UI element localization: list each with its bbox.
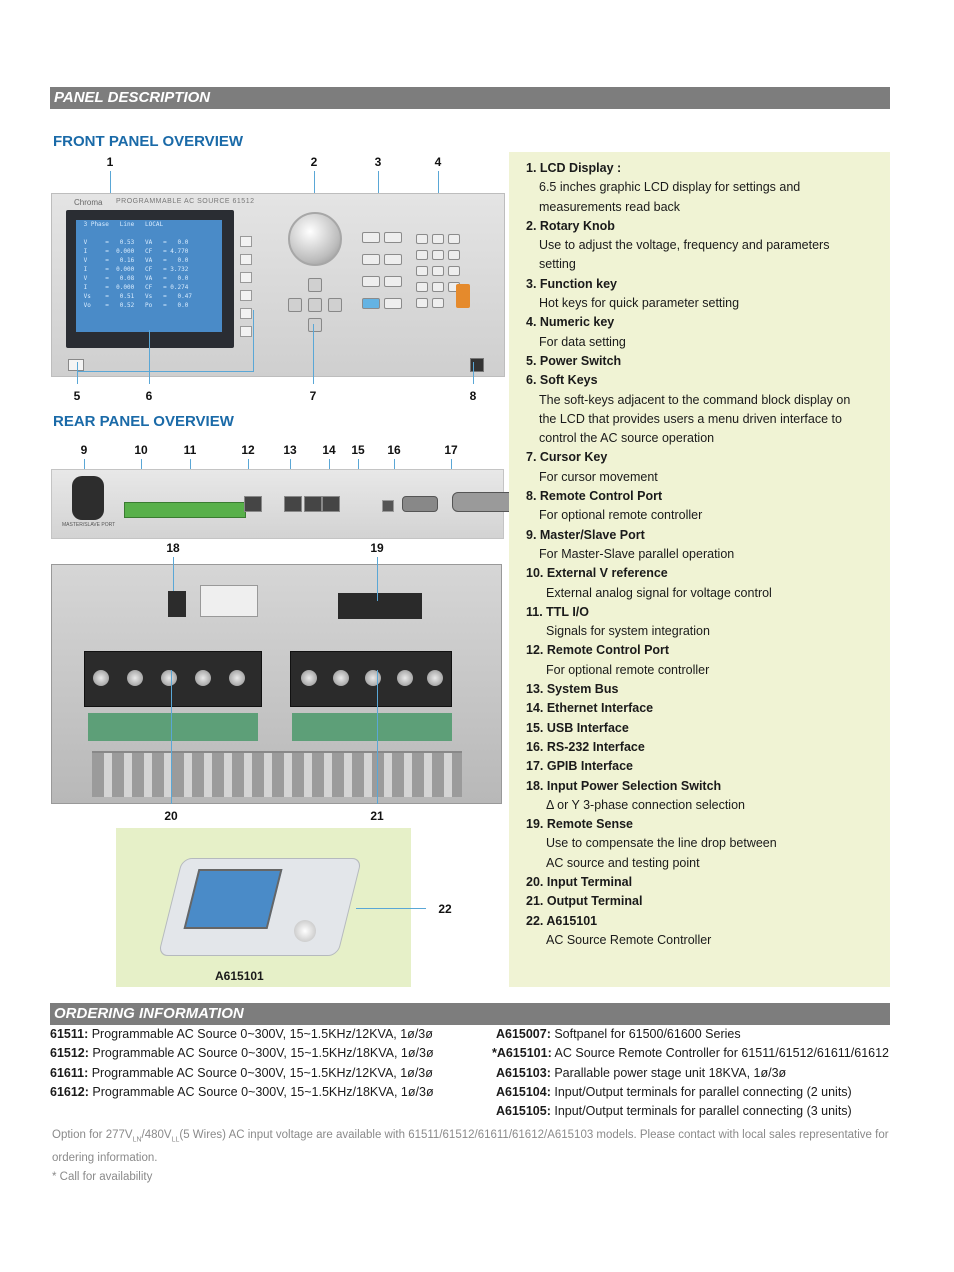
callout-22: 22 bbox=[438, 902, 452, 916]
numeric-key bbox=[416, 234, 428, 244]
remote-control-connector bbox=[244, 496, 262, 512]
description-item bbox=[509, 892, 890, 911]
lcd-row: I = 0.000 CF = 0.274 bbox=[80, 284, 189, 291]
leader-line bbox=[473, 362, 474, 384]
leader-line bbox=[173, 557, 174, 591]
description-title: 14. Ethernet Interface bbox=[526, 701, 654, 716]
description-text: Hot keys for quick parameter setting bbox=[539, 296, 740, 311]
soft-key bbox=[240, 254, 252, 265]
leader-line bbox=[377, 670, 378, 804]
description-item bbox=[509, 448, 890, 487]
leader-line bbox=[149, 330, 150, 384]
description-item bbox=[509, 487, 890, 526]
description-item bbox=[509, 564, 890, 603]
input-terminal-block bbox=[84, 651, 262, 707]
callout-10: 10 bbox=[134, 443, 148, 457]
remote-controller-body bbox=[158, 858, 362, 956]
numeric-key bbox=[432, 266, 444, 276]
callout-2: 2 bbox=[310, 155, 318, 169]
description-title: 19. Remote Sense bbox=[526, 817, 633, 832]
description-text: 6.5 inches graphic LCD display for settings and bbox=[539, 180, 801, 195]
function-key bbox=[384, 276, 402, 287]
description-text: AC source and testing point bbox=[546, 855, 700, 870]
description-title: 10. External V reference bbox=[526, 566, 668, 581]
lcd-row: Vo = 0.52 Po = 0.0 bbox=[80, 302, 189, 309]
power-switch bbox=[68, 359, 84, 371]
front-panel-image bbox=[51, 193, 505, 377]
description-title: 8. Remote Control Port bbox=[526, 489, 663, 504]
function-key bbox=[362, 254, 380, 265]
description-title: 18. Input Power Selection Switch bbox=[526, 778, 722, 793]
cursor-down-icon bbox=[308, 318, 322, 332]
cursor-right-icon bbox=[328, 298, 342, 312]
callout-19: 19 bbox=[370, 541, 384, 555]
callout-18: 18 bbox=[166, 541, 180, 555]
callout-14: 14 bbox=[322, 443, 336, 457]
callout-16: 16 bbox=[387, 443, 401, 457]
input-power-selection-switch bbox=[168, 591, 186, 617]
numeric-key bbox=[432, 298, 444, 308]
callout-21: 21 bbox=[370, 809, 384, 823]
terminal-screw bbox=[365, 670, 381, 686]
master-slave-port bbox=[72, 476, 104, 520]
terminal-screw bbox=[93, 670, 109, 686]
callout-15: 15 bbox=[351, 443, 365, 457]
description-title: 3. Function key bbox=[526, 276, 617, 291]
remote-sense-terminal bbox=[338, 593, 422, 619]
cursor-enter-icon bbox=[308, 298, 322, 312]
callout-4: 4 bbox=[434, 155, 442, 169]
rotary-knob bbox=[288, 212, 342, 266]
soft-key bbox=[240, 290, 252, 301]
function-key bbox=[362, 276, 380, 287]
description-title: 11. TTL I/O bbox=[526, 604, 589, 619]
callout-5: 5 bbox=[73, 389, 81, 403]
description-item bbox=[509, 699, 890, 718]
description-text: AC Source Remote Controller bbox=[546, 932, 712, 947]
description-item bbox=[509, 680, 890, 699]
ordering-right-list bbox=[492, 1025, 889, 1121]
output-terminal-block bbox=[290, 651, 452, 707]
ordering-item: 61512: Programmable AC Source 0~300V, 15~1.5KHz/18KVA, 1ø/3ø bbox=[50, 1046, 434, 1061]
description-text: For Master-Slave parallel operation bbox=[539, 546, 735, 561]
ordering-item: 61611: Programmable AC Source 0~300V, 15~1.5KHz/12KVA, 1ø/3ø bbox=[50, 1065, 433, 1080]
description-text: Use to adjust the voltage, frequency and parameters bbox=[539, 238, 830, 253]
callout-12: 12 bbox=[241, 443, 255, 457]
description-title: 16. RS-232 Interface bbox=[526, 739, 645, 754]
function-key bbox=[384, 232, 402, 243]
callout-3: 3 bbox=[374, 155, 382, 169]
terminal-screw bbox=[195, 670, 211, 686]
numeric-key bbox=[416, 298, 428, 308]
lcd-display bbox=[76, 220, 222, 332]
function-key bbox=[362, 298, 380, 309]
callout-17: 17 bbox=[444, 443, 458, 457]
description-title: 2. Rotary Knob bbox=[526, 218, 615, 233]
description-title: 20. Input Terminal bbox=[526, 874, 633, 889]
description-item bbox=[509, 603, 890, 642]
numeric-key bbox=[448, 234, 460, 244]
lcd-bezel bbox=[66, 210, 234, 348]
description-title: 9. Master/Slave Port bbox=[526, 527, 645, 542]
callout-13: 13 bbox=[283, 443, 297, 457]
soft-key bbox=[240, 308, 252, 319]
ordering-information-bar: ORDERING INFORMATION bbox=[50, 1003, 890, 1025]
description-title: 1. LCD Display : bbox=[526, 161, 622, 175]
description-item bbox=[509, 371, 890, 448]
description-panel bbox=[509, 152, 890, 987]
remote-controller-knob bbox=[294, 920, 316, 942]
description-item bbox=[509, 275, 890, 314]
lcd-row: V = 0.08 VA = 0.0 bbox=[80, 275, 189, 282]
description-item bbox=[509, 757, 890, 776]
lcd-row: V = 0.53 VA = 0.0 bbox=[80, 239, 189, 246]
description-item bbox=[509, 738, 890, 757]
description-title: 13. System Bus bbox=[526, 682, 619, 697]
remote-controller-caption: A615101 bbox=[215, 969, 264, 983]
description-item bbox=[509, 912, 890, 951]
numeric-key bbox=[448, 250, 460, 260]
description-list bbox=[509, 159, 890, 950]
front-panel-heading: FRONT PANEL OVERVIEW bbox=[53, 133, 244, 150]
vent-grille bbox=[92, 751, 462, 797]
leader-line bbox=[377, 557, 378, 601]
lcd-row: V = 0.16 VA = 0.0 bbox=[80, 257, 189, 264]
leader-line bbox=[253, 310, 254, 372]
enter-key bbox=[456, 284, 470, 308]
lcd-row: I = 0.000 CF = 3.732 bbox=[80, 266, 189, 273]
description-text: External analog signal for voltage control bbox=[546, 585, 772, 600]
cursor-left-icon bbox=[288, 298, 302, 312]
ordering-note bbox=[52, 1126, 892, 1187]
description-text: Δ or Y 3-phase connection selection bbox=[546, 797, 745, 812]
callout-8: 8 bbox=[469, 389, 477, 403]
ordering-item: A615105: Input/Output terminals for parallel connecting (3 units) bbox=[495, 1104, 852, 1119]
description-item bbox=[509, 873, 890, 892]
terminal-screw bbox=[161, 670, 177, 686]
terminal-screw bbox=[229, 670, 245, 686]
rear-panel-strip-image bbox=[51, 469, 504, 539]
numeric-key bbox=[432, 282, 444, 292]
terminal-screw bbox=[397, 670, 413, 686]
remote-controller-screen bbox=[184, 869, 283, 929]
soft-keys bbox=[240, 236, 250, 344]
description-item bbox=[509, 815, 890, 873]
description-item bbox=[509, 641, 890, 680]
lcd-row: I = 0.000 CF = 4.770 bbox=[80, 248, 189, 255]
master-slave-tag: MASTER/SLAVE PORT bbox=[62, 522, 116, 528]
description-item bbox=[509, 352, 890, 371]
description-text: For optional remote controller bbox=[546, 662, 710, 677]
callout-9: 9 bbox=[80, 443, 88, 457]
usb-connector bbox=[382, 500, 394, 512]
description-item bbox=[509, 217, 890, 275]
ethernet-connector bbox=[322, 496, 340, 512]
soft-key bbox=[240, 326, 252, 337]
cursor-up-icon bbox=[308, 278, 322, 292]
system-bus-connector bbox=[304, 496, 322, 512]
description-text: the LCD that provides users a menu driven interface to bbox=[539, 411, 842, 426]
description-title: 17. GPIB Interface bbox=[526, 759, 633, 774]
soft-key bbox=[240, 236, 252, 247]
description-item bbox=[509, 526, 890, 565]
numeric-key bbox=[432, 234, 444, 244]
input-cover-plate bbox=[88, 713, 258, 741]
description-title: 21. Output Terminal bbox=[526, 894, 643, 909]
availability-note: * Call for availability bbox=[52, 1171, 153, 1184]
description-item bbox=[509, 719, 890, 738]
terminal-screw bbox=[127, 670, 143, 686]
description-title: 22. A615101 bbox=[526, 913, 598, 928]
ordering-item: *A615101: AC Source Remote Controller for 61511/61512/61611/61612 bbox=[491, 1046, 889, 1061]
description-text: For optional remote controller bbox=[539, 508, 703, 523]
description-text: measurements read back bbox=[539, 199, 681, 214]
panel-description-bar: PANEL DESCRIPTION bbox=[50, 87, 890, 109]
lcd-row: 3 Phase Line LOCAL bbox=[80, 221, 164, 228]
voltage-option-note: Option for $277V_{LN}/480V_{LL}(5$ Wires) AC input voltage are available with 61511/61512/61611/61612/A615103 models. Please contact with local sales representative for ordering information. bbox=[52, 1129, 889, 1165]
rear-panel-terminal-image bbox=[51, 564, 502, 804]
ordering-item: 61511: Programmable AC Source 0~300V, 15~1.5KHz/12KVA, 1ø/3ø bbox=[50, 1027, 433, 1041]
rear-panel-heading: REAR PANEL OVERVIEW bbox=[53, 413, 234, 430]
system-bus-connector bbox=[284, 496, 302, 512]
description-title: 15. USB Interface bbox=[526, 720, 629, 735]
description-text: For data setting bbox=[539, 334, 626, 349]
numeric-key bbox=[416, 266, 428, 276]
description-title: 4. Numeric key bbox=[526, 315, 615, 330]
callout-7: 7 bbox=[309, 389, 317, 403]
function-key bbox=[384, 254, 402, 265]
ordering-left-list bbox=[50, 1025, 434, 1102]
terminal-screw bbox=[301, 670, 317, 686]
numeric-key bbox=[448, 266, 460, 276]
description-text: The soft-keys adjacent to the command block display on bbox=[539, 392, 851, 407]
description-text: setting bbox=[539, 257, 576, 272]
description-title: 12. Remote Control Port bbox=[526, 643, 670, 658]
output-cover-plate bbox=[292, 713, 452, 741]
leader-line bbox=[77, 362, 78, 384]
leader-line bbox=[171, 670, 172, 804]
description-title: 6. Soft Keys bbox=[526, 373, 598, 388]
function-key bbox=[362, 232, 380, 243]
ordering-item: A615007: Softpanel for 61500/61600 Series bbox=[495, 1027, 741, 1041]
ttl-io-terminal bbox=[124, 502, 246, 518]
switch-label-plate bbox=[200, 585, 258, 617]
description-text: control the AC source operation bbox=[539, 431, 715, 446]
terminal-screw bbox=[427, 670, 443, 686]
description-item bbox=[509, 313, 890, 352]
ordering-item: A615104: Input/Output terminals for parallel connecting (2 units) bbox=[495, 1084, 852, 1099]
leader-line bbox=[356, 908, 426, 909]
rs232-connector bbox=[402, 496, 438, 512]
callout-6: 6 bbox=[145, 389, 153, 403]
description-item bbox=[509, 159, 890, 217]
numeric-key bbox=[432, 250, 444, 260]
leader-line bbox=[77, 371, 253, 372]
ordering-item: 61612: Programmable AC Source 0~300V, 15~1.5KHz/18KVA, 1ø/3ø bbox=[50, 1084, 434, 1099]
description-item bbox=[509, 777, 890, 816]
leader-line bbox=[313, 324, 314, 384]
description-title: 5. Power Switch bbox=[526, 353, 622, 368]
callout-20: 20 bbox=[164, 809, 178, 823]
lcd-row bbox=[76, 229, 222, 238]
numeric-key bbox=[416, 282, 428, 292]
terminal-screw bbox=[333, 670, 349, 686]
soft-key bbox=[240, 272, 252, 283]
function-key bbox=[384, 298, 402, 309]
lcd-row: Vs = 0.51 Vs = 0.47 bbox=[80, 293, 192, 300]
ordering-item: A615103: Parallable power stage unit 18KVA, 1ø/3ø bbox=[495, 1065, 787, 1080]
brand-logo: Chroma bbox=[74, 198, 103, 207]
model-label: PROGRAMMABLE AC SOURCE 61512 bbox=[116, 198, 255, 205]
numeric-key bbox=[416, 250, 428, 260]
description-title: 7. Cursor Key bbox=[526, 450, 608, 465]
callout-1: 1 bbox=[106, 155, 114, 169]
description-text: Signals for system integration bbox=[546, 624, 710, 639]
callout-11: 11 bbox=[183, 443, 197, 457]
description-text: For cursor movement bbox=[539, 469, 658, 484]
description-text: Use to compensate the line drop between bbox=[546, 836, 777, 851]
